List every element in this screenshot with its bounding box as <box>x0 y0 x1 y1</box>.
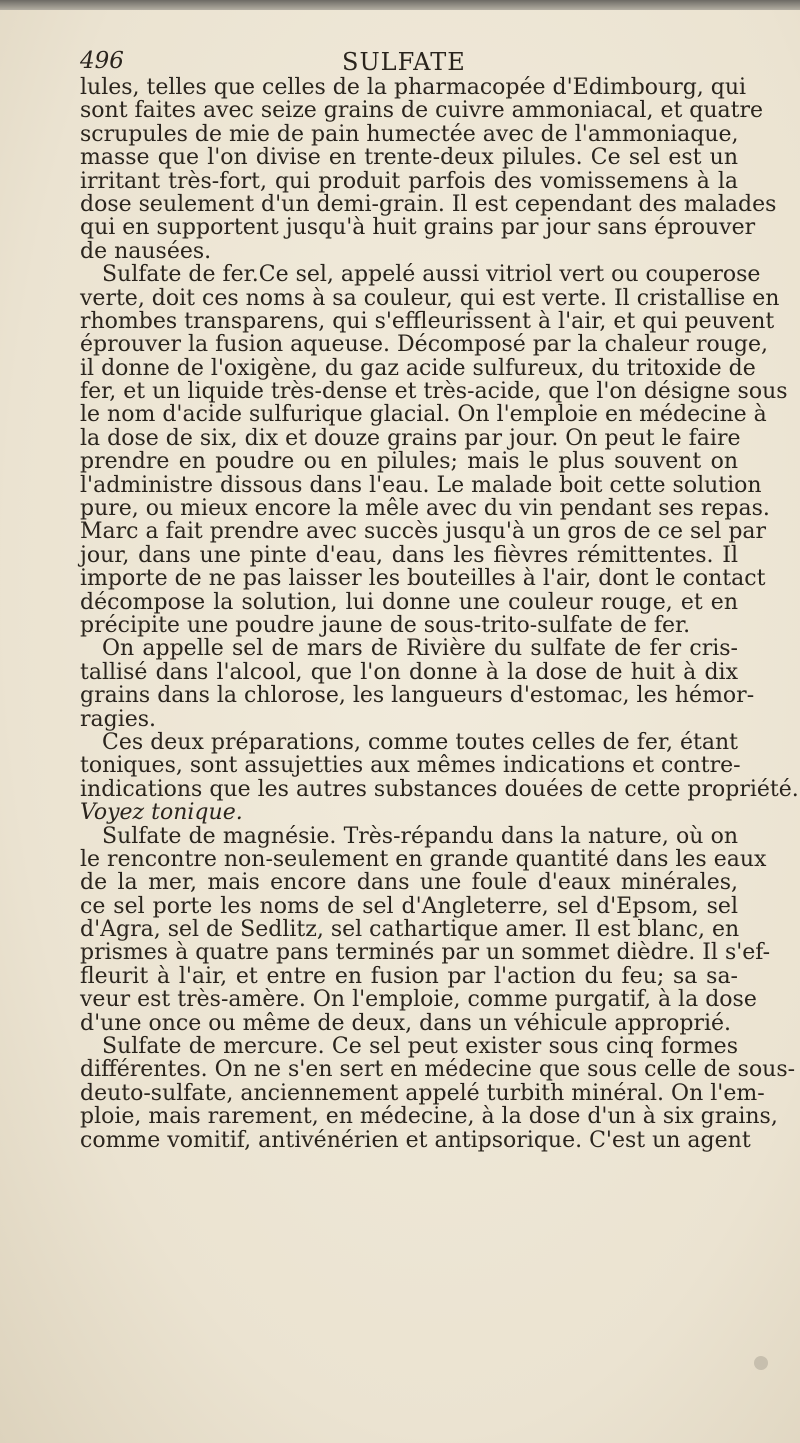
text-line: le nom d'acide sulfurique glacial. On l'emploie en médecine à <box>80 402 767 428</box>
text-line: fleurit à l'air, et entre en fusion par l'action du feu; sa sa- <box>80 963 738 989</box>
body-text <box>80 75 799 1153</box>
text-line: rhombes transparens, qui s'effleurissent à l'air, et qui peuvent <box>80 308 775 334</box>
text-line: toniques, sont assujetties aux mêmes indications et contre- <box>80 753 741 779</box>
text-line: lules, telles que celles de la pharmacopée d'Edimbourg, qui <box>80 75 747 100</box>
entry-heading-line: Sulfate de fer.Ce sel, appelé aussi vitriol vert ou couperose <box>102 262 761 288</box>
scan-edge <box>0 0 800 10</box>
text-line: On appelle sel de mars de Rivière du sulfate de fer cris- <box>102 636 738 662</box>
text-line: Ces deux préparations, comme toutes celles de fer, étant <box>102 729 738 755</box>
text-line: précipite une poudre jaune de sous-trito-sulfate de fer. <box>80 612 691 638</box>
text-line: indications que les autres substances douées de cette propriété. <box>80 776 799 802</box>
text-line: d'Agra, sel de Sedlitz, sel cathartique amer. Il est blanc, en <box>80 917 740 943</box>
text-line: fer, et un liquide très-dense et très-acide, que l'on désigne sous <box>80 379 788 405</box>
text-line: tallisé dans l'alcool, que l'on donne à la dose de huit à dix <box>80 659 738 685</box>
text-line: le rencontre non-seulement en grande quantité dans les eaux <box>80 846 767 872</box>
text-line: prendre en poudre ou en pilules; mais le plus souvent on <box>80 449 738 475</box>
text-line: verte, doit ces noms à sa couleur, qui est verte. Il cristallise en <box>80 285 780 311</box>
text-line: scrupules de mie de pain humectée avec de l'ammoniaque, <box>80 121 739 147</box>
text-line: ploie, mais rarement, en médecine, à la dose d'un à six grains, <box>80 1104 778 1130</box>
text-line: irritant très-fort, qui produit parfois des vomissemens à la <box>80 168 738 194</box>
text-line: deuto-sulfate, anciennement appelé turbith minéral. On l'em- <box>80 1080 765 1106</box>
text-line: dose seulement d'un demi-grain. Il est cependant des malades <box>80 191 777 217</box>
text-line: prismes à quatre pans terminés par un sommet dièdre. Il s'ef- <box>80 940 771 966</box>
text-line: grains dans la chlorose, les langueurs d'estomac, les hémor- <box>80 683 755 709</box>
text-line: masse que l'on divise en trente-deux pilules. Ce sel est un <box>80 145 738 171</box>
text-line: sont faites avec seize grains de cuivre ammoniacal, et quatre <box>80 98 764 124</box>
text-line: Marc a fait prendre avec succès jusqu'à un gros de ce sel par <box>80 519 767 545</box>
text-line: comme vomitif, antivénérien et antipsorique. C'est un agent <box>80 1127 751 1153</box>
text-line: importe de ne pas laisser les bouteilles à l'air, dont le contact <box>80 566 766 592</box>
text-line: de nausées. <box>80 238 212 264</box>
text-line: éprouver la fusion aqueuse. Décomposé par la chaleur rouge, <box>80 332 768 358</box>
running-head: SULFATE <box>342 48 466 76</box>
text-line: jour, dans une pinte d'eau, dans les fièvres rémittentes. Il <box>80 542 738 568</box>
text-line: qui en supportent jusqu'à huit grains par jour sans éprouver <box>80 215 756 241</box>
page-number: 496 <box>80 48 124 74</box>
text-line: veur est très-amère. On l'emploie, comme purgatif, à la dose <box>80 987 757 1013</box>
text-line: il donne de l'oxigène, du gaz acide sulfureux, du tritoxide de <box>80 355 756 381</box>
entry-heading-line: Sulfate de mercure. Ce sel peut exister sous cinq formes <box>102 1034 738 1060</box>
cross-reference-line: Voyez tonique. <box>80 800 243 826</box>
text-line: décompose la solution, lui donne une couleur rouge, et en <box>80 589 738 615</box>
text-line: de la mer, mais encore dans une foule d'eaux minérales, <box>80 870 738 896</box>
text-line: l'administre dissous dans l'eau. Le malade boit cette solution <box>80 472 762 498</box>
paper-stain <box>754 1356 768 1370</box>
text-line: la dose de six, dix et douze grains par jour. On peut le faire <box>80 425 741 451</box>
entry-heading-line: Sulfate de magnésie. Très-répandu dans la nature, où on <box>102 823 738 849</box>
text-line: ragies. <box>80 706 157 732</box>
text-line: différentes. On ne s'en sert en médecine que sous celle de sous- <box>80 1057 796 1083</box>
text-line: pure, ou mieux encore la mêle avec du vin pendant ses repas. <box>80 496 770 522</box>
text-line: ce sel porte les noms de sel d'Angleterre, sel d'Epsom, sel <box>80 893 738 919</box>
text-line: d'une once ou même de deux, dans un véhicule approprié. <box>80 1010 732 1036</box>
